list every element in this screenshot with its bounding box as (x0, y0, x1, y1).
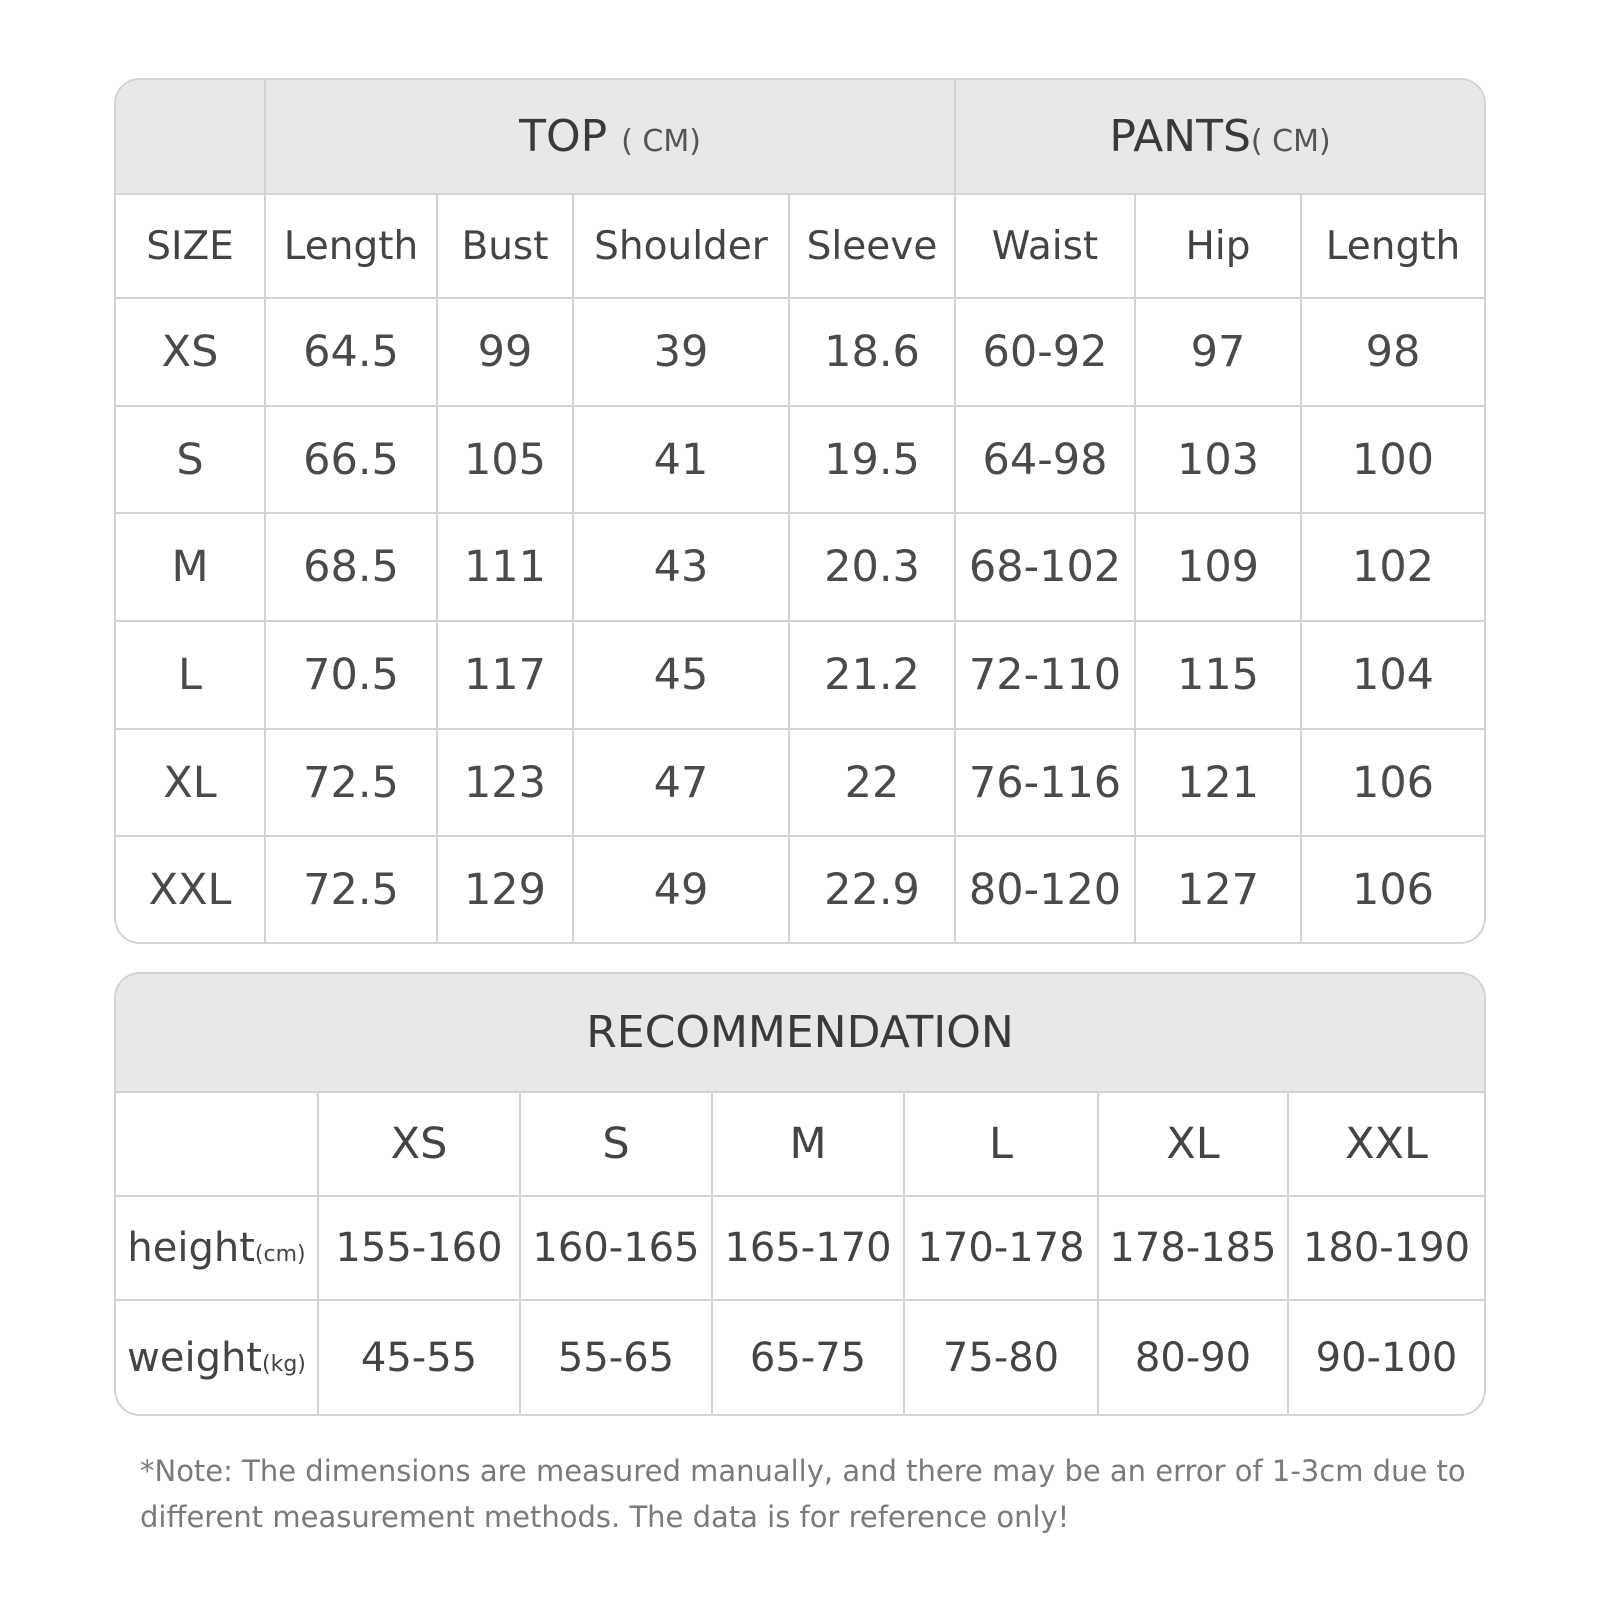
size-row-l (116, 621, 1484, 729)
col-header-shoulder: Shoulder (573, 194, 789, 298)
shoulder-cell: 47 (573, 729, 789, 837)
weight-cell: 75-80 (904, 1300, 1098, 1414)
sleeve-cell: 18.6 (789, 298, 955, 406)
col-header-hip: Hip (1135, 194, 1301, 298)
hip-cell: 97 (1135, 298, 1301, 406)
shoulder-cell: 41 (573, 406, 789, 514)
pants-unit: ( CM) (1250, 124, 1331, 159)
recommendation-size-row (116, 1092, 1484, 1196)
sleeve-cell: 19.5 (789, 406, 955, 514)
size-label: S (116, 406, 265, 514)
top-length-cell: 64.5 (265, 298, 437, 406)
pants-length-cell: 104 (1301, 621, 1484, 729)
measurement-note: *Note: The dimensions are measured manually, and there may be an error of 1-3cm due to different measurement methods. The data is for reference only! (140, 1454, 1466, 1534)
waist-cell: 68-102 (955, 513, 1135, 621)
sleeve-cell: 22.9 (789, 836, 955, 942)
weight-cell: 55-65 (520, 1300, 712, 1414)
weight-row (116, 1300, 1484, 1414)
bust-cell: 117 (437, 621, 573, 729)
sleeve-cell: 21.2 (789, 621, 955, 729)
top-length-cell: 68.5 (265, 513, 437, 621)
pants-title: PANTS (1109, 111, 1251, 162)
pants-length-cell: 106 (1301, 836, 1484, 942)
bust-cell: 123 (437, 729, 573, 837)
col-header-top-length: Length (265, 194, 437, 298)
bust-cell: 129 (437, 836, 573, 942)
size-label: XXL (116, 836, 265, 942)
weight-cell: 80-90 (1098, 1300, 1288, 1414)
size-label: L (116, 621, 265, 729)
weight-label-cell (116, 1300, 318, 1414)
col-header-bust: Bust (437, 194, 573, 298)
col-header-pants-length: Length (1301, 194, 1484, 298)
height-cell: 180-190 (1288, 1196, 1484, 1300)
size-row-xl (116, 729, 1484, 837)
pants-length-cell: 106 (1301, 729, 1484, 837)
top-length-cell: 72.5 (265, 729, 437, 837)
size-row-m (116, 513, 1484, 621)
rec-size-m: M (712, 1092, 904, 1196)
hip-cell: 103 (1135, 406, 1301, 514)
size-chart-table (114, 78, 1486, 944)
waist-cell: 72-110 (955, 621, 1135, 729)
top-group-header (265, 80, 955, 194)
top-length-cell: 70.5 (265, 621, 437, 729)
bust-cell: 99 (437, 298, 573, 406)
height-unit: (cm) (254, 1242, 306, 1267)
height-label: height (127, 1225, 255, 1271)
hip-cell: 115 (1135, 621, 1301, 729)
sleeve-cell: 22 (789, 729, 955, 837)
weight-label: weight (127, 1334, 262, 1381)
recommendation-grid (116, 974, 1484, 1414)
pants-length-cell: 98 (1301, 298, 1484, 406)
height-label-cell (116, 1196, 318, 1300)
size-row-xs (116, 298, 1484, 406)
top-unit: ( CM) (621, 124, 701, 159)
col-header-waist: Waist (955, 194, 1135, 298)
size-label: XS (116, 298, 265, 406)
shoulder-cell: 49 (573, 836, 789, 942)
shoulder-cell: 43 (573, 513, 789, 621)
size-table (116, 80, 1484, 942)
waist-cell: 64-98 (955, 406, 1135, 514)
top-title: TOP (519, 111, 608, 162)
size-label: M (116, 513, 265, 621)
recommendation-table (114, 972, 1486, 1416)
rec-size-xs: XS (318, 1092, 520, 1196)
height-cell: 160-165 (520, 1196, 712, 1300)
weight-cell: 45-55 (318, 1300, 520, 1414)
empty-corner-cell (116, 1092, 318, 1196)
hip-cell: 127 (1135, 836, 1301, 942)
height-cell: 178-185 (1098, 1196, 1288, 1300)
size-label: XL (116, 729, 265, 837)
waist-cell: 60-92 (955, 298, 1135, 406)
sleeve-cell: 20.3 (789, 513, 955, 621)
rec-size-xxl: XXL (1288, 1092, 1484, 1196)
shoulder-cell: 39 (573, 298, 789, 406)
hip-cell: 121 (1135, 729, 1301, 837)
pants-group-header (955, 80, 1484, 194)
weight-unit: (kg) (262, 1351, 306, 1377)
corner-cell (116, 80, 265, 194)
pants-length-cell: 102 (1301, 513, 1484, 621)
size-row-xxl (116, 836, 1484, 942)
shoulder-cell: 45 (573, 621, 789, 729)
waist-cell: 80-120 (955, 836, 1135, 942)
waist-cell: 76-116 (955, 729, 1135, 837)
col-header-sleeve: Sleeve (789, 194, 955, 298)
hip-cell: 109 (1135, 513, 1301, 621)
size-row-s (116, 406, 1484, 514)
height-cell: 170-178 (904, 1196, 1098, 1300)
rec-size-s: S (520, 1092, 712, 1196)
bust-cell: 111 (437, 513, 573, 621)
top-length-cell: 66.5 (265, 406, 437, 514)
rec-size-l: L (904, 1092, 1098, 1196)
height-row (116, 1196, 1484, 1300)
rec-size-xl: XL (1098, 1092, 1288, 1196)
height-cell: 155-160 (318, 1196, 520, 1300)
bust-cell: 105 (437, 406, 573, 514)
weight-cell: 65-75 (712, 1300, 904, 1414)
pants-length-cell: 100 (1301, 406, 1484, 514)
recommendation-title: RECOMMENDATION (116, 974, 1484, 1092)
weight-cell: 90-100 (1288, 1300, 1484, 1414)
col-header-size: SIZE (116, 194, 265, 298)
height-cell: 165-170 (712, 1196, 904, 1300)
top-length-cell: 72.5 (265, 836, 437, 942)
